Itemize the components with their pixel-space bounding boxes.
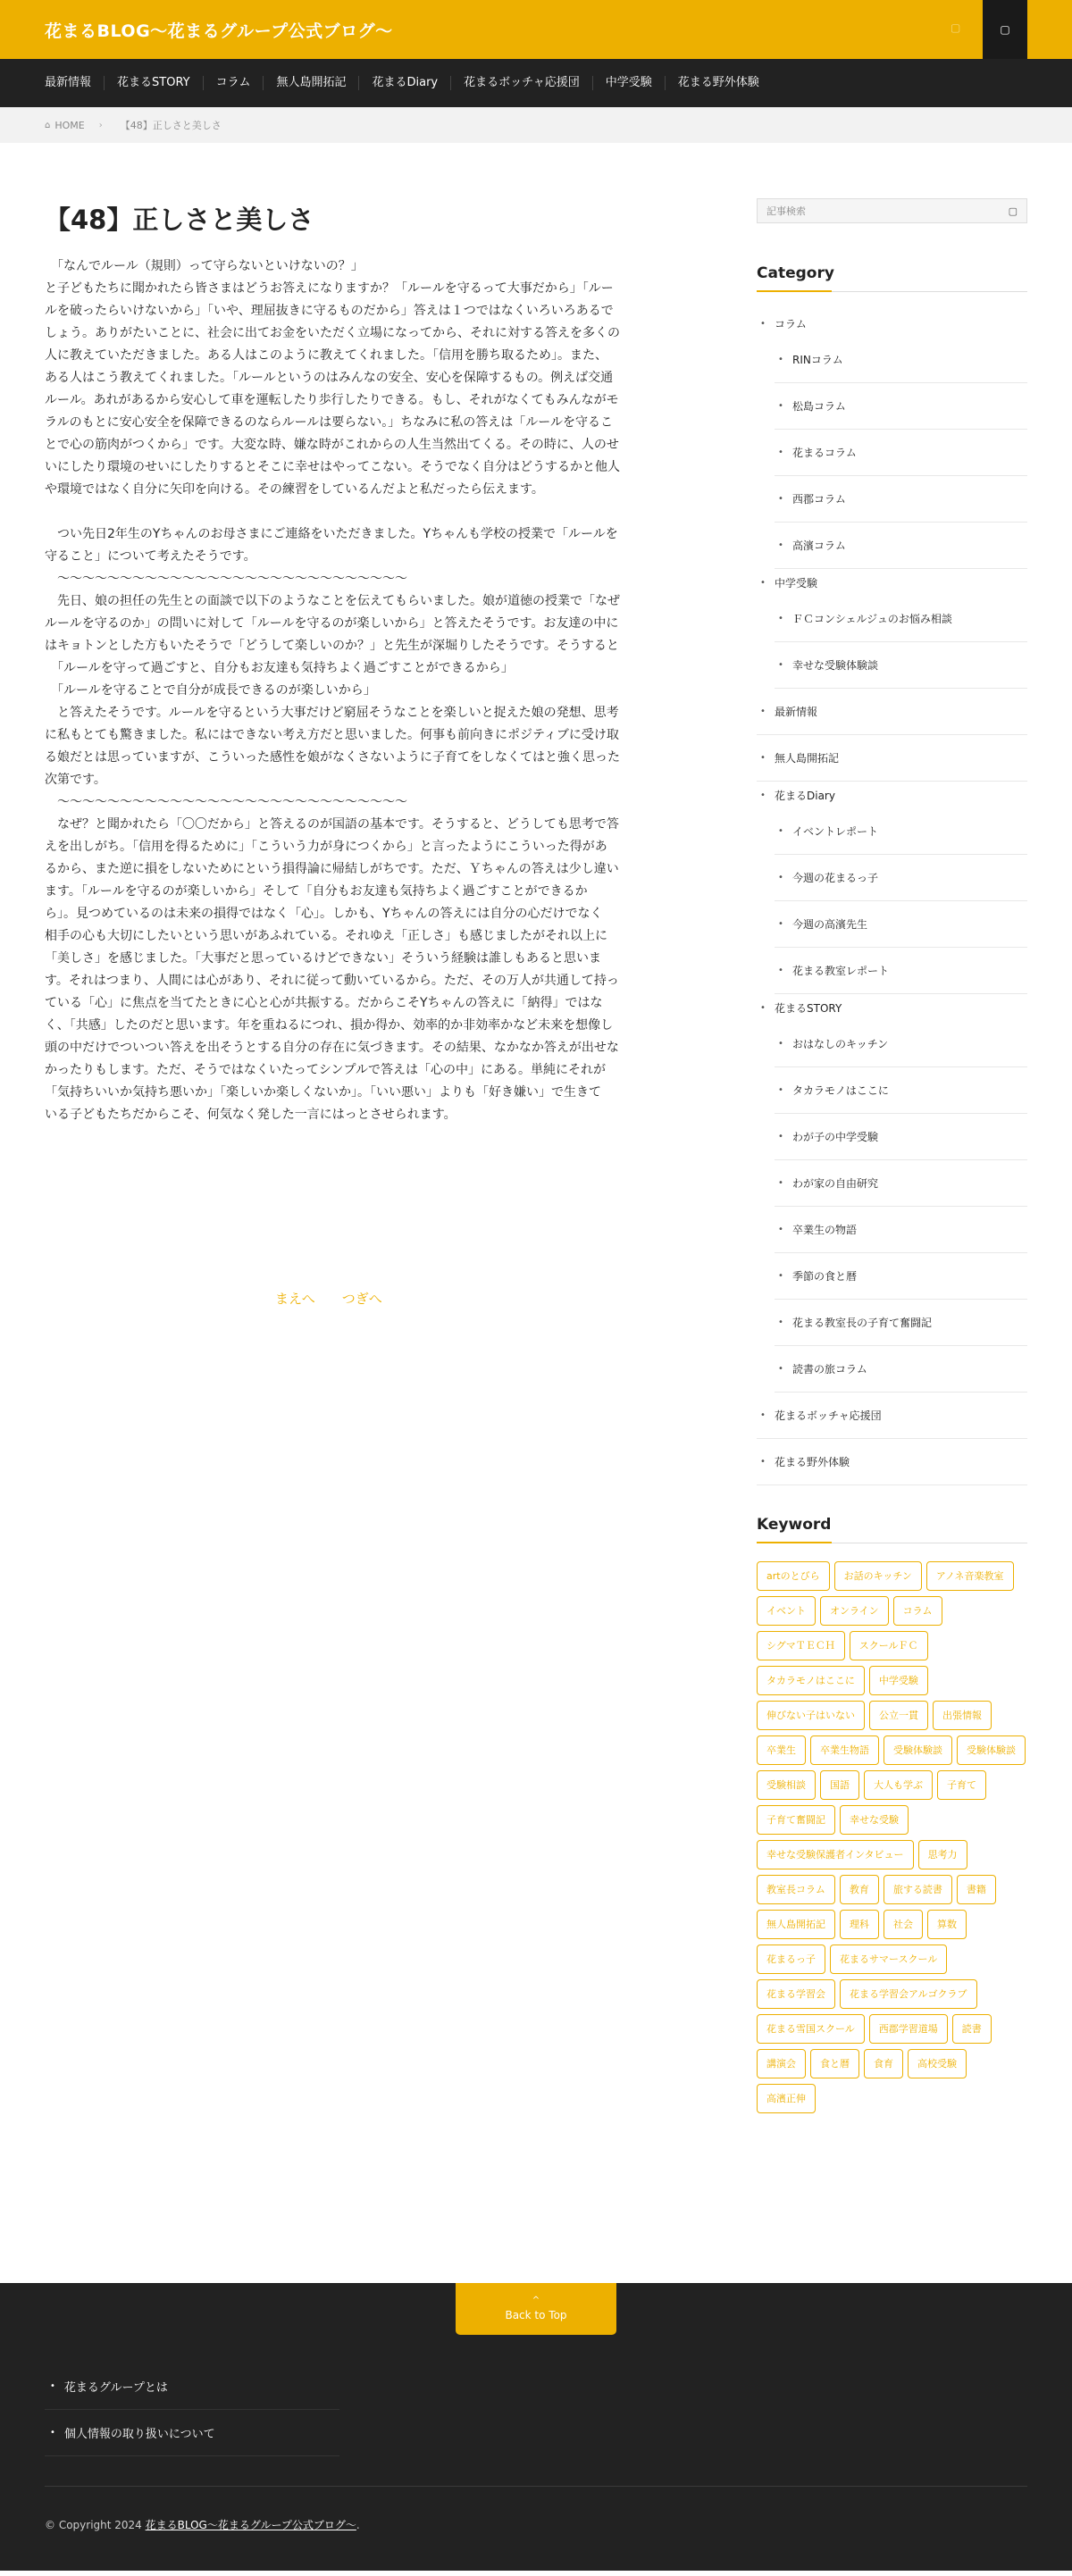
subcategory-label: わが家の自由研究: [792, 1177, 879, 1190]
keyword-tag[interactable]: 食育: [864, 2049, 903, 2078]
keyword-tag[interactable]: 高濱正伸: [757, 2084, 816, 2113]
post-line: と子どもたちに聞かれたら皆さまはどうお答えになりますか？「ルールを守るって大事だから」「ルー: [45, 281, 614, 296]
category-item: [757, 689, 1027, 735]
nav-item[interactable]: 花まるボッチャ応援団: [450, 76, 592, 90]
subcategory-link[interactable]: [775, 1346, 1027, 1393]
keyword-tag[interactable]: 高校受験: [908, 2049, 967, 2078]
bullet-icon: •: [778, 966, 783, 975]
bullet-icon: •: [760, 1410, 766, 1420]
post-line: ます。「ルールを守るのが楽しいから」そして「自分もお友達も気持ちよく過ごすことができるか: [45, 884, 588, 899]
keyword-tag[interactable]: 幸せな受験: [840, 1805, 909, 1835]
bullet-icon: •: [778, 1225, 783, 1234]
bullet-icon: •: [778, 1178, 783, 1188]
keyword-tag[interactable]: コラム: [893, 1596, 942, 1626]
post-line: 「なんでルール（規則）って守らないといけないの？」: [45, 259, 364, 273]
bullet-icon: •: [50, 2381, 55, 2391]
post-line: えを出しがち。「信用を得るために」「こういう力が身につくから」と言ったようにこういった得があ: [45, 840, 607, 854]
post-line: ルールを守るのか」の問いに対して「ルールを守るのが楽しいから」と答えたそうです。お友達の中に: [45, 616, 619, 631]
bullet-icon: •: [778, 540, 783, 550]
subcategory-item: [775, 1160, 1027, 1207]
bullet-icon: •: [760, 790, 766, 800]
keyword-tag[interactable]: オンライン: [820, 1596, 889, 1626]
category-item: [757, 569, 1027, 689]
subcategory-link[interactable]: [775, 855, 1027, 901]
breadcrumb: [0, 107, 1072, 143]
post-line: しょう。ありがたいことに、社会に出てお金をいただく立場になってから、それに対する答えを多くの: [45, 326, 620, 340]
bullet-icon: •: [778, 826, 783, 836]
subcategory-item: [775, 1067, 1027, 1114]
subcategory-link[interactable]: [775, 1021, 1027, 1067]
subcategory-label: おはなしのキッチン: [792, 1038, 889, 1050]
site-header: [0, 0, 1072, 59]
subcategory-label: 今週の花まるっ子: [792, 872, 879, 884]
subcategory-label: 松島コラム: [792, 400, 846, 413]
subcategory-label: イベントレポート: [792, 825, 879, 838]
keyword-tag[interactable]: 教室長コラム: [757, 1875, 835, 1904]
keyword-tag[interactable]: アノネ音楽教室: [926, 1561, 1014, 1591]
keyword-tag[interactable]: 受験体験談: [884, 1735, 952, 1765]
keyword-tag[interactable]: 花まる雪国スクール: [757, 2014, 865, 2044]
footer-link[interactable]: [45, 2363, 339, 2410]
post-line: ら」。見つめているのは未来の損得ではなく「心」。しかも、Yちゃんの答えには自分の心だけでなく: [45, 907, 603, 921]
keyword-tag[interactable]: 食と暦: [810, 2049, 859, 2078]
subcategory-label: 西郡コラム: [792, 493, 846, 506]
post-line: はキョトンとした方もいたそうで「どうして楽しいのか？」と先生が深堀りしたそうです。そうすると: [45, 639, 619, 653]
category-link[interactable]: [757, 1439, 1027, 1485]
post-pager: [275, 1289, 382, 1308]
post-title: 【48】正しさと美しさ: [45, 205, 314, 235]
nav-item[interactable]: コラム: [203, 76, 264, 90]
category-link[interactable]: [757, 994, 1027, 1021]
subcategory-link[interactable]: [775, 1160, 1027, 1207]
subcategory-link[interactable]: [775, 383, 1027, 430]
category-label: 無人島開拓記: [775, 752, 840, 765]
post-line: 「美しさ」を感じました。「大事だと思っているけどできない」そういう経験は誰しもあると思いま: [45, 951, 601, 966]
sidebar: [757, 198, 1027, 2113]
post-line: 次第です。: [45, 773, 106, 787]
subcategory-item: [775, 901, 1027, 948]
bullet-icon: •: [778, 873, 783, 882]
subcategory-item: [775, 808, 1027, 855]
breadcrumb-home[interactable]: HOME: [54, 119, 85, 131]
keyword-tag[interactable]: 子育て奮闘記: [757, 1805, 835, 1835]
category-label: 花まるSTORY: [775, 1001, 842, 1015]
category-item: [757, 735, 1027, 782]
keyword-list: [757, 1561, 1027, 2113]
bullet-icon: •: [760, 318, 766, 329]
post-line: るから、また逆に損をしないためにという損得論に帰結しがちです。ただ、Ｙちゃんの答えは少し違い: [45, 862, 619, 876]
subcategory-item: [775, 1253, 1027, 1300]
post-line: 頭の中だけでついつい答えを出そうとする自分の存在に気づきます。その結果、なかなか答えが出せな: [45, 1041, 619, 1055]
post-line: なぜ？と聞かれたら「〇〇だから」と答えるのが国語の基本です。そうすると、どうしても思考で答: [45, 817, 619, 832]
subcategory-link[interactable]: [775, 901, 1027, 948]
keyword-tag[interactable]: 算数: [927, 1910, 967, 1939]
keyword-tag[interactable]: 中学受験: [869, 1666, 928, 1695]
post-paragraph: [45, 523, 701, 1126]
subcategory-item: [775, 383, 1027, 430]
subcategory-item: [775, 337, 1027, 383]
post-line: かったりもします。ただ、そうではなくいたってシンプルで答えは「心の中」にある。単純にそれが: [45, 1063, 606, 1077]
keyword-tag[interactable]: 書籍: [957, 1875, 996, 1904]
post-line: に私もとても驚きました。私にはできない考え方だと思いました。何事も前向きにポジティブに受け取: [45, 728, 619, 742]
subcategory-link[interactable]: [775, 1253, 1027, 1300]
subcategory-label: 高濱コラム: [792, 539, 846, 552]
post-line: と答えたそうです。ルールを守るという大事だけど窮屈そうなことを楽しいと捉えた娘の発想、思考: [45, 706, 619, 720]
post-line: いにしたり環境のせいにしたりするとそこに幸せはやってこない。そうでなく自分はどうするかと他人: [45, 460, 620, 474]
keyword-tag[interactable]: 西郡学習道場: [869, 2014, 948, 2044]
subcategory-link[interactable]: [775, 596, 1027, 642]
post-main: [45, 202, 701, 1149]
menu-button[interactable]: [983, 0, 1027, 59]
bullet-icon: •: [778, 401, 783, 411]
subcategory-label: 花まる教室長の子育て奮闘記: [792, 1317, 933, 1329]
post-line: や環境ではなく自分に矢印を向ける。その練習をしているんだよと私だったら伝えます。: [45, 482, 544, 497]
post-line: とで心の筋肉がつくから」です。大変な時、嫌な時がこれからの人生当然出てくる。その時に、人のせ: [45, 438, 619, 452]
category-label: 最新情報: [775, 706, 818, 718]
post-line: ラルのもとに安心安全を保障できるのならルールは要らない。」ちなみに私の答えは「ルールを守るこ: [45, 415, 614, 430]
subcategory-label: 花まるコラム: [792, 447, 857, 459]
rss-icon[interactable]: ▢: [951, 21, 961, 34]
keyword-tag[interactable]: 幸せな受験保護者インタビュー: [757, 1840, 914, 1869]
bullet-icon: •: [778, 919, 783, 929]
bullet-icon: •: [760, 707, 766, 716]
breadcrumb-current: 【48】正しさと美しさ: [120, 120, 222, 131]
keyword-tag[interactable]: 花まる学習会アルゴクラブ: [840, 1979, 977, 2009]
category-item: [757, 1439, 1027, 1485]
footer-link-label: 個人情報の取り扱いについて: [63, 2428, 215, 2441]
keyword-tag[interactable]: 教育: [840, 1875, 879, 1904]
copyright-prefix: © Copyright 2024: [45, 2519, 146, 2531]
subcategory-label: わが子の中学受験: [792, 1131, 879, 1143]
subcategory-label: 花まる教室レポート: [792, 965, 890, 977]
bullet-icon: •: [760, 577, 766, 588]
bullet-icon: •: [778, 1364, 783, 1374]
post-paragraph: [45, 255, 701, 501]
chevron-up-icon: ^: [532, 2296, 540, 2305]
content-wrap: [0, 143, 1072, 2283]
subcategory-link[interactable]: [775, 430, 1027, 476]
post-line: 〜〜〜〜〜〜〜〜〜〜〜〜〜〜〜〜〜〜〜〜〜〜〜〜〜〜〜〜: [45, 795, 407, 809]
keyword-tag[interactable]: 思考力: [918, 1840, 967, 1869]
bullet-icon: •: [778, 614, 783, 623]
post-line: ルール。あれがあるから安心して車を運転したり歩行したりできる。もし、それがなくてもみんながモ: [45, 393, 619, 407]
keyword-tag[interactable]: 卒業生物語: [810, 1735, 879, 1765]
category-link[interactable]: [757, 569, 1027, 596]
category-item: [757, 310, 1027, 569]
keyword-title: Keyword: [757, 1516, 1027, 1543]
keyword-tag[interactable]: artのとびら: [757, 1561, 830, 1591]
subcategory-item: [775, 948, 1027, 994]
keyword-tag[interactable]: 花まるサマースクール: [830, 1945, 947, 1974]
keyword-tag[interactable]: 伸びない子はいない: [757, 1701, 865, 1730]
subcategory-label: タカラモノはここに: [792, 1084, 889, 1097]
post-line: ている「心」に焦点を当てたときに心と心が共振する。だからこそYちゃんの答えに「納得」ではな: [45, 996, 603, 1010]
keyword-tag[interactable]: 卒業生: [757, 1735, 806, 1765]
copyright-suffix: .: [356, 2519, 360, 2531]
footer-links: [45, 2363, 339, 2456]
post-line: 守ること」について考えたそうです。: [45, 549, 256, 564]
keyword-tag[interactable]: 子育て: [937, 1770, 986, 1800]
keyword-tag[interactable]: 花まるっ子: [757, 1945, 825, 1974]
next-link[interactable]: つぎへ: [341, 1291, 382, 1307]
subcategory-item: [775, 1114, 1027, 1160]
bullet-icon: •: [778, 1085, 783, 1095]
footer-link-label: 花まるグループとは: [63, 2381, 168, 2395]
subcategory-item: [775, 430, 1027, 476]
nav-item[interactable]: 中学受験: [592, 76, 665, 90]
keyword-tag[interactable]: 無人島開拓記: [757, 1910, 835, 1939]
category-label: 花まるDiary: [775, 789, 835, 802]
category-link[interactable]: [757, 310, 1027, 337]
bullet-icon: •: [778, 1271, 783, 1281]
post-line: 「気持ちいいか気持ち悪いか」「楽しいか楽しくないか」。「いい悪い」よりも「好き嫌い」で生きて: [45, 1085, 601, 1100]
subcategory-link[interactable]: [775, 808, 1027, 855]
keyword-tag[interactable]: 出張情報: [933, 1701, 992, 1730]
search-input[interactable]: 記事検索: [766, 205, 806, 217]
global-nav: [0, 59, 1072, 107]
keyword-tag[interactable]: スクールＦＣ: [850, 1631, 928, 1660]
post-line: 先日、娘の担任の先生との面談で以下のようなことを伝えてもらいました。娘が道徳の授業で「なぜ: [45, 594, 620, 608]
keyword-tag[interactable]: 大人も学ぶ: [864, 1770, 933, 1800]
subcategory-item: [775, 523, 1027, 569]
copyright: [45, 2517, 360, 2532]
subcategory-link[interactable]: [775, 337, 1027, 383]
post-line: ある人はこう教えてくれました。「ルールというのはみんなの安全、安心を保障するもの。例えば交通: [45, 371, 614, 385]
prev-link[interactable]: まえへ: [275, 1291, 315, 1307]
keyword-tag[interactable]: シグマＴＥＣＨ: [757, 1631, 845, 1660]
keyword-tag[interactable]: 旅する読書: [884, 1875, 952, 1904]
nav-item[interactable]: 花まるSTORY: [104, 76, 203, 90]
bullet-icon: •: [778, 1132, 783, 1142]
bullet-icon: •: [778, 660, 783, 670]
subcategory-label: 季節の食と暦: [792, 1270, 858, 1283]
keyword-tag[interactable]: 国語: [820, 1770, 859, 1800]
subcategory-link[interactable]: [775, 642, 1027, 689]
category-list: [757, 310, 1027, 1485]
keyword-tag[interactable]: 社会: [884, 1910, 923, 1939]
subcategory-label: 卒業生の物語: [792, 1224, 858, 1236]
post-line: いる子どもたちだからこそ、何気なく発した一言にはっとさせられます。: [45, 1108, 456, 1122]
category-children: [757, 337, 1027, 569]
subcategory-link[interactable]: [775, 1300, 1027, 1346]
back-to-top-button[interactable]: [456, 2283, 616, 2335]
subcategory-link[interactable]: [775, 948, 1027, 994]
keyword-tag[interactable]: 講演会: [757, 2049, 806, 2078]
keyword-tag[interactable]: 公立一貫: [869, 1701, 928, 1730]
category-label: 花まる野外体験: [775, 1456, 850, 1468]
category-link[interactable]: [757, 782, 1027, 808]
post-line: 「ルールを守ることで自分が成長できるのが楽しいから」: [45, 683, 376, 698]
back-to-top-label: Back to Top: [505, 2309, 567, 2321]
subcategory-item: [775, 642, 1027, 689]
bullet-icon: •: [50, 2428, 55, 2438]
keyword-tag[interactable]: 読書: [952, 2014, 992, 2044]
subcategory-label: 今週の高濱先生: [792, 918, 868, 931]
subcategory-link[interactable]: [775, 523, 1027, 569]
bullet-icon: •: [778, 494, 783, 504]
nav-item[interactable]: 花まる野外体験: [665, 76, 772, 90]
category-link[interactable]: [757, 689, 1027, 735]
subcategory-label: ＦＣコンシェルジュのお悩み相談: [792, 613, 952, 625]
subcategory-label: 幸せな受験体験談: [792, 659, 879, 672]
subcategory-item: [775, 1021, 1027, 1067]
home-icon: ⌂: [45, 120, 51, 130]
category-link[interactable]: [757, 735, 1027, 782]
keyword-tag[interactable]: タカラモノはここに: [757, 1666, 865, 1695]
nav-item[interactable]: 花まるDiary: [358, 76, 450, 90]
category-label: 中学受験: [775, 576, 818, 590]
subcategory-item: [775, 1300, 1027, 1346]
subcategory-link[interactable]: [775, 1067, 1027, 1114]
keyword-tag[interactable]: イベント: [757, 1596, 816, 1626]
keyword-tag[interactable]: 受験相談: [757, 1770, 816, 1800]
footer-link[interactable]: [45, 2410, 339, 2456]
search-icon: ▢: [1000, 23, 1010, 36]
keyword-tag[interactable]: お話のキッチン: [834, 1561, 922, 1591]
site-title[interactable]: 花まるBLOG〜花まるグループ公式ブログ〜: [45, 21, 393, 41]
bullet-icon: •: [778, 355, 783, 364]
nav-item[interactable]: 最新情報: [45, 76, 92, 89]
post-line: る娘だとは思っていますが、こういった感性を娘がなくさないように子育てをしなくてはと強く思った: [45, 750, 620, 765]
post-line: ルを破ったらいけないから」「いや、理屈抜きに守るものだから」答えは１つではなくいろいろあるで: [45, 304, 614, 318]
category-item: [757, 1393, 1027, 1439]
category-title: Category: [757, 264, 1027, 292]
bullet-icon: •: [778, 1317, 783, 1327]
copyright-link[interactable]: 花まるBLOG〜花まるグループ公式ブログ〜: [145, 2519, 356, 2531]
subcategory-label: 読書の旅コラム: [792, 1363, 867, 1376]
bullet-icon: •: [760, 1002, 766, 1013]
nav-item[interactable]: 無人島開拓記: [263, 76, 358, 90]
category-children: [757, 1021, 1027, 1393]
subcategory-label: RINコラム: [792, 354, 843, 366]
post-line: く、「共感」したのだと思います。年を重ねるにつれ、損か得か、効率的か非効率かなど未来を想像し: [45, 1018, 614, 1033]
search-icon[interactable]: ▢: [1008, 205, 1018, 217]
post-line: つい先日2年生のYちゃんのお母さまにご連絡をいただきました。Yちゃんも学校の授業で「ルールを: [45, 527, 618, 541]
post-line: 〜〜〜〜〜〜〜〜〜〜〜〜〜〜〜〜〜〜〜〜〜〜〜〜〜〜〜〜: [45, 572, 407, 586]
post-line: す。それはつまり、人間には心があり、それに従って動いているから。ただ、その万人が共通して持っ: [45, 974, 619, 988]
subcategory-item: [775, 1346, 1027, 1393]
category-link[interactable]: [757, 1393, 1027, 1439]
post-line: 「ルールを守って過ごすと、自分もお友達も気持ちよく過ごすことができるから」: [45, 661, 514, 675]
category-children: [757, 596, 1027, 689]
subcategory-link[interactable]: [775, 1207, 1027, 1253]
footer-divider: [45, 2486, 1027, 2487]
keyword-tag[interactable]: 受験体験談: [957, 1735, 1026, 1765]
chevron-right-icon: ›: [98, 120, 103, 130]
subcategory-item: [775, 855, 1027, 901]
post-line: 相手の心も大切にしたいという思いがあふれている。それゆえ「正しさ」も感じましたがそれ以上に: [45, 929, 607, 943]
category-label: コラム: [775, 317, 807, 330]
bullet-icon: •: [778, 1039, 783, 1049]
category-item: [757, 782, 1027, 994]
search-box[interactable]: [757, 198, 1027, 223]
subcategory-item: [775, 476, 1027, 523]
subcategory-link[interactable]: [775, 1114, 1027, 1160]
subcategory-item: [775, 596, 1027, 642]
category-children: [757, 808, 1027, 994]
category-item: [757, 994, 1027, 1393]
bullet-icon: •: [760, 753, 766, 763]
site-footer: [0, 2283, 1072, 2571]
category-label: 花まるボッチャ応援団: [775, 1409, 882, 1422]
bullet-icon: •: [760, 1457, 766, 1467]
post-line: 人に教えていただきました。ある人はこのように教えてくれました。「信用を勝ち取るため」。また、: [45, 348, 607, 363]
post-body: [45, 255, 701, 1126]
subcategory-link[interactable]: [775, 476, 1027, 523]
bullet-icon: •: [778, 447, 783, 457]
keyword-tag[interactable]: 花まる学習会: [757, 1979, 835, 2009]
keyword-tag[interactable]: 理科: [840, 1910, 879, 1939]
subcategory-item: [775, 1207, 1027, 1253]
